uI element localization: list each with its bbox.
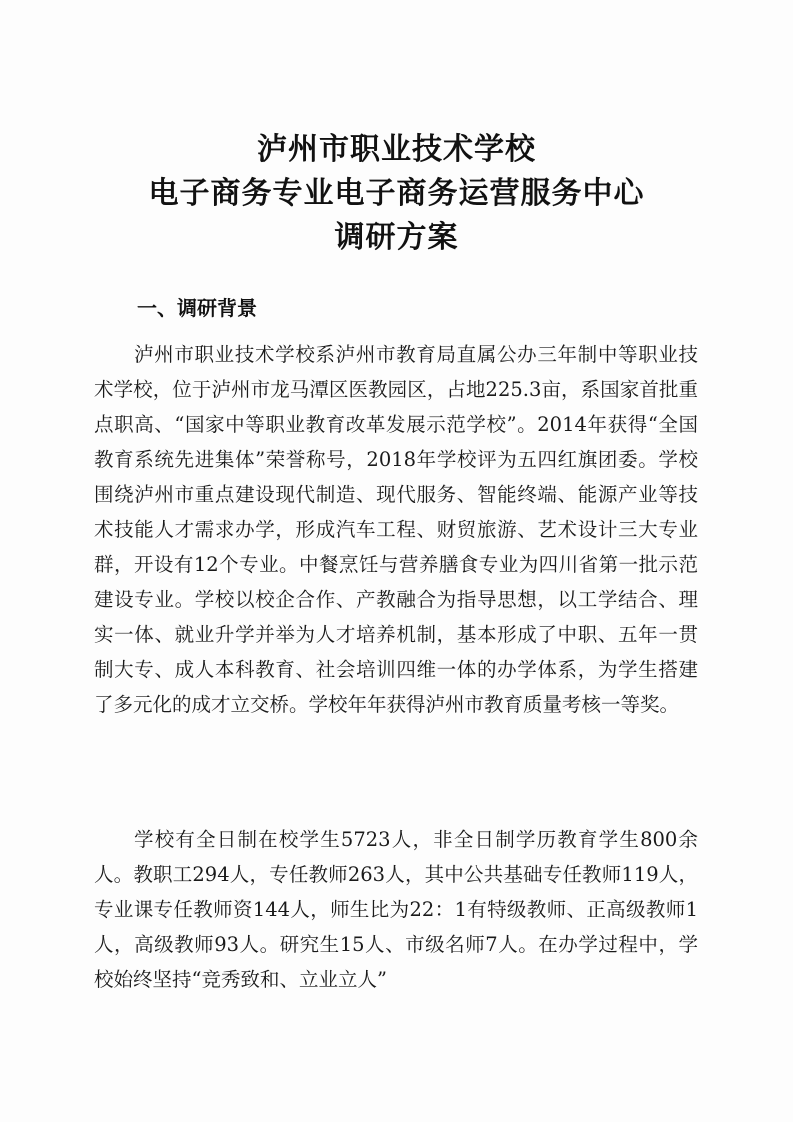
- document-title: [0, 128, 793, 260]
- body-paragraph: 学校有全日制在校学生5723人，非全日制学历教育学生800余人。教职工294人，专任教师263人，其中公共基础专任教师119人，专业课专任教师资144人，师生比为22：1有特级教师、正高级教师1人，高级教师93人。研究生15人、市级名师7人。在办学过程中，学校始终坚持“竞秀致和、立业立人”: [94, 828, 698, 991]
- title-line-center: 电子商务专业电子商务运营服务中心: [148, 176, 645, 211]
- title-line-school: 泸州市职业技术学校: [257, 132, 536, 167]
- title-line-plan: 调研方案: [334, 220, 459, 255]
- section-heading-background: 一、调研背景: [137, 296, 257, 320]
- body-paragraph: 泸州市职业技术学校系泸州市教育局直属公办三年制中等职业技术学校，位于泸州市龙马潭区医教园区，占地225.3亩，系国家首批重点职高、“国家中等职业教育改革发展示范学校”。2014年获得“全国教育系统先进集体”荣誉称号，2018年学校评为五四红旗团委。学校围绕泸州市重点建设现代制造、现代服务、智能终端、能源产业等技术技能人才需求办学，形成汽车工程、财贸旅游、艺术设计三大专业群，开设有12个专业。中餐烹饪与营养膳食专业为四川省第一批示范建设专业。学校以校企合作、产教融合为指导思想，以工学结合、理实一体、就业升学并举为人才培养机制，基本形成了中职、五年一贯制大专、成人本科教育、社会培训四维一体的办学体系，为学生搭建了多元化的成才立交桥。学校年年获得泸州市教育质量考核一等奖。: [94, 343, 698, 716]
